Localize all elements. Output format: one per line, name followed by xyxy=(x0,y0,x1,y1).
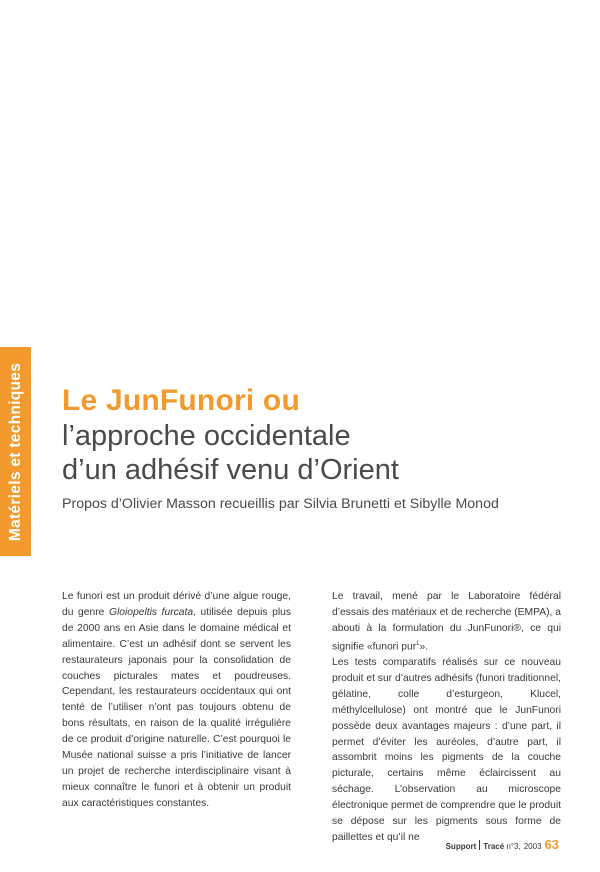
footer-section: Support xyxy=(445,842,477,851)
left-paragraph-1-start: Le funori est un produit dérivé d’une algue rouge, du genre xyxy=(62,591,291,618)
right-paragraph-1 xyxy=(332,589,561,655)
left-paragraph-1-end: , utilisée depuis plus de 2000 ans en Asie dans le domaine médical et alimentaire. C’est un adhésif dont se servent les restaurateurs japonais pour la consolidation de couches picturales mates et poudreuses. Cependant, les restaurateurs occidentaux qui ont tenté de l’utiliser n’ont pas toujours obtenu de bons résultats, en raison de la qualité irrégulière de ce produit d’origine naturelle. C’est pourquoi le Musée national suisse a pris l’initiative de lancer un projet de recherche interdisciplinaire visant à mieux connaître le funori et à obtenir un produit aux caractéristiques constantes. xyxy=(62,606,291,809)
footer-issue: n°3, xyxy=(506,842,521,851)
footer-year: 2003 xyxy=(523,842,542,851)
left-column xyxy=(62,589,291,812)
right-paragraph-1-close: ». xyxy=(419,641,429,653)
right-paragraph-2: Les tests comparatifs réalisés sur ce nouveau produit et sur d’autres adhésifs (funori traditionnel, gélatine, colle d’esturgeon, Klucel, méthylcellulose) ont montré que le JunFunori possède deux avantages majeurs : d’une part, il permet d’éviter les auréoles, d’autre part, il assombrit moins les pigments de la couche picturale, certains même éclaircissent au séchage. L’observation au microscope électronique permet de comprendre que le produit se dépose sur les pigments sous forme de paillettes et qu’il ne xyxy=(332,657,561,844)
page-number: 63 xyxy=(544,837,559,852)
page-footer xyxy=(446,837,559,852)
article-byline: Propos d’Olivier Masson recueillis par Silvia Brunetti et Sibylle Monod xyxy=(62,496,499,512)
section-tab xyxy=(0,347,31,556)
article-title-line-3: d’un adhésif venu d’Orient xyxy=(62,454,399,486)
right-paragraph-1-text: Le travail, mené par le Laboratoire fédéral d’essais des matériaux et de recherche (EMPA), a abouti à la formulation du JunFunori®, ce qui signifie «funori pur xyxy=(332,591,561,653)
footnote-marker: 1 xyxy=(416,640,420,647)
section-tab-label: Matériels et techniques xyxy=(6,362,24,541)
article-title-line-2: l’approche occidentale xyxy=(62,420,351,452)
footer-journal: Tracé xyxy=(483,842,505,851)
left-paragraph-1 xyxy=(62,589,291,812)
article-title-line-1: Le JunFunori ou xyxy=(62,384,300,417)
footer-separator xyxy=(479,840,480,850)
right-column xyxy=(332,589,561,846)
species-name: Gloiopeltis furcata xyxy=(108,606,194,618)
